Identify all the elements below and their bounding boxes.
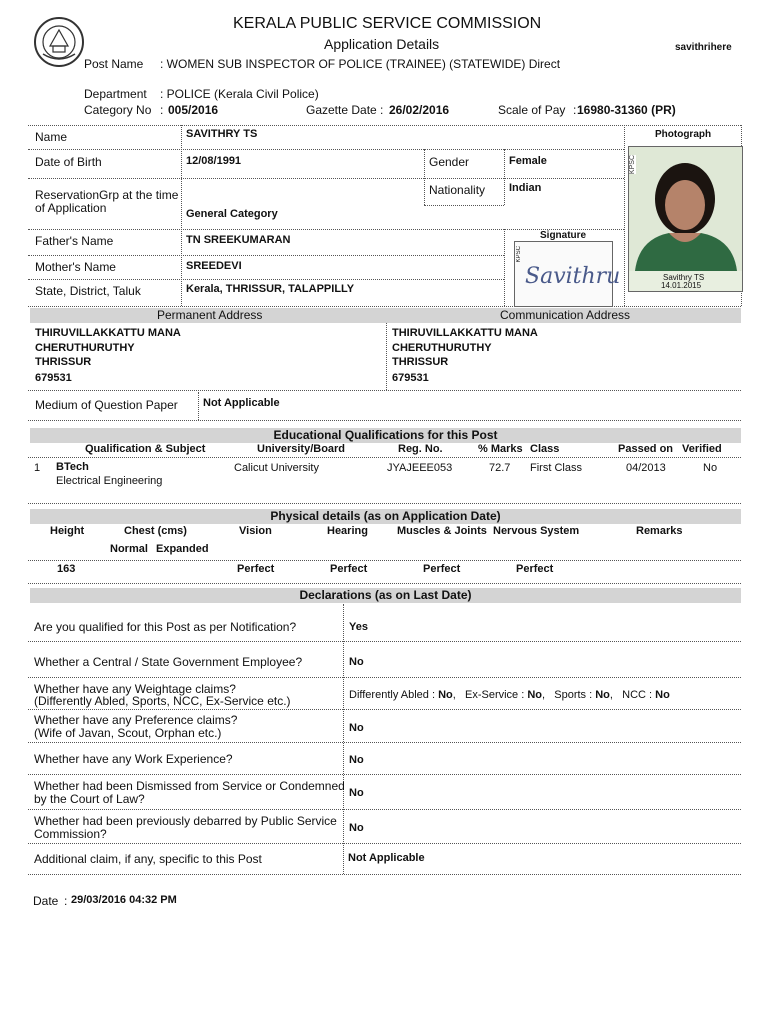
decl-question-detail: (Differently Abled, Sports, NCC, Ex-Service etc.) — [34, 694, 291, 708]
decl-question: Are you qualified for this Post as per Notification? — [34, 620, 297, 634]
decl-answer: No — [349, 754, 364, 766]
edu-header-marks: % Marks — [478, 443, 523, 455]
medium-value: Not Applicable — [203, 397, 280, 409]
divider — [504, 149, 505, 205]
edu-passed: 04/2013 — [626, 462, 666, 474]
mother-value: SREEDEVI — [186, 260, 242, 272]
education-band — [30, 428, 741, 443]
declarations-band — [30, 588, 741, 603]
applicant-photo — [628, 146, 743, 292]
signature-label: Signature — [540, 230, 587, 241]
divider — [28, 306, 741, 307]
date-sep: : — [64, 894, 68, 908]
decl-answer: No — [349, 822, 364, 834]
divider — [28, 677, 741, 678]
divider — [28, 774, 741, 775]
decl-question: Whether had been Dismissed from Service or Condemned — [34, 779, 345, 793]
reservation-label-2: of Application — [35, 201, 107, 215]
phys-header-chest: Chest (cms) — [124, 525, 187, 537]
divider — [28, 560, 741, 561]
state-label: State, District, Taluk — [35, 284, 141, 298]
edu-reg: JYAJEEE053 — [387, 462, 453, 474]
phys-header-nervous: Nervous System — [493, 525, 580, 537]
phys-header-hearing: Hearing — [327, 525, 368, 537]
address-band — [30, 308, 741, 323]
username: savithrihere — [675, 42, 732, 53]
edu-univ: Calicut University — [234, 462, 319, 474]
perm-address-title: Permanent Address — [157, 308, 263, 322]
category-sep: : — [160, 103, 164, 117]
phys-chest-expanded: Expanded — [156, 543, 209, 555]
nationality-label: Nationality — [429, 183, 486, 197]
signature-box — [514, 241, 621, 307]
dob-value: 12/08/1991 — [186, 155, 242, 167]
gender-label: Gender — [429, 155, 470, 169]
edu-subject: Electrical Engineering — [56, 475, 163, 487]
divider — [424, 149, 425, 205]
father-value: TN SREEKUMARAN — [186, 234, 291, 246]
phys-nervous-value: Perfect — [516, 563, 554, 575]
medium-label: Medium of Question Paper — [35, 398, 178, 412]
decl-question: Whether have any Preference claims? — [34, 713, 238, 727]
divider — [28, 125, 741, 126]
divider — [28, 178, 624, 179]
post-value: : WOMEN SUB INSPECTOR OF POLICE (TRAINEE) (STATEWIDE) Direct — [160, 57, 561, 71]
post-label: Post Name — [84, 57, 144, 71]
divider — [28, 457, 741, 458]
divider — [28, 709, 741, 710]
gazette-label: Gazette Date — [306, 103, 377, 117]
edu-class: First Class — [530, 462, 582, 474]
gazette-value: 26/02/2016 — [389, 103, 450, 117]
divider — [28, 843, 741, 844]
phys-header-vision: Vision — [239, 525, 272, 537]
photo-stamp: KPSC — [629, 155, 636, 175]
divider — [28, 255, 504, 256]
phys-height-value: 163 — [57, 563, 76, 575]
photo-label: Photograph — [655, 129, 712, 140]
phys-header-remarks: Remarks — [636, 525, 683, 537]
nationality-value: Indian — [509, 182, 542, 194]
divider — [28, 874, 741, 875]
comm-address-title: Communication Address — [500, 308, 631, 322]
weightage-es-value: No — [527, 689, 543, 701]
decl-question: Whether have any Weightage claims? — [34, 682, 236, 696]
divider — [386, 323, 387, 390]
comm-line: 679531 — [392, 372, 429, 384]
name-label: Name — [35, 130, 68, 144]
weightage-ncc-value: No — [655, 689, 670, 701]
education-title: Educational Qualifications for this Post — [273, 428, 498, 442]
photo-caption-date: 14.01.2015 — [661, 281, 702, 290]
divider — [28, 742, 741, 743]
divider — [198, 392, 199, 420]
divider — [28, 390, 741, 391]
divider — [624, 125, 625, 306]
decl-question-detail: (Wife of Javan, Scout, Orphan etc.) — [34, 726, 222, 740]
divider — [28, 279, 504, 280]
weightage-answer: Differently Abled : No, Ex-Service : No, Sports : No, NCC : No — [349, 689, 670, 701]
divider — [28, 641, 741, 642]
divider — [424, 205, 504, 206]
weightage-sp-label: Sports : — [554, 689, 593, 701]
divider — [28, 229, 624, 230]
divider — [28, 583, 741, 584]
pay-label: Scale of Pay — [498, 103, 566, 117]
edu-marks: 72.7 — [489, 462, 511, 474]
phys-hearing-value: Perfect — [330, 563, 368, 575]
comm-line: THRISSUR — [392, 356, 449, 368]
divider — [181, 125, 182, 306]
phys-muscles-value: Perfect — [423, 563, 461, 575]
edu-verified: No — [703, 462, 718, 474]
signature-image: Savithru — [525, 264, 621, 289]
edu-header-passed: Passed on — [618, 443, 674, 455]
name-value: SAVITHRY TS — [186, 128, 258, 140]
weightage-da-label: Differently Abled : — [349, 689, 436, 701]
page-subtitle: Application Details — [324, 36, 440, 52]
edu-header-class: Class — [530, 443, 560, 455]
dob-label: Date of Birth — [35, 155, 102, 169]
divider — [343, 604, 344, 874]
weightage-es-label: Ex-Service : — [464, 689, 525, 701]
comm-line: CHERUTHURUTHY — [392, 342, 492, 354]
divider — [504, 229, 505, 306]
decl-question-detail: by the Court of Law? — [34, 792, 145, 806]
category-value: 005/2016 — [168, 103, 219, 117]
state-value: Kerala, THRISSUR, TALAPPILLY — [186, 283, 355, 295]
category-label: Category No — [84, 103, 152, 117]
divider — [28, 503, 741, 504]
decl-answer: Yes — [349, 621, 368, 633]
divider — [28, 149, 624, 150]
edu-header-reg: Reg. No. — [398, 443, 443, 455]
reservation-value: General Category — [186, 208, 278, 220]
weightage-sp-value: No — [595, 689, 610, 701]
decl-question: Whether a Central / State Government Employee? — [34, 655, 303, 669]
date-label: Date — [33, 894, 59, 908]
physical-band — [30, 509, 741, 524]
perm-line: THRISSUR — [35, 356, 92, 368]
edu-row-num: 1 — [34, 462, 41, 474]
weightage-ncc-label: NCC : — [622, 689, 653, 701]
edu-qual: BTech — [56, 461, 89, 473]
edu-header-verified: Verified — [682, 443, 722, 455]
phys-header-muscles: Muscles & Joints — [397, 525, 487, 537]
perm-line: 679531 — [35, 372, 72, 384]
divider — [28, 420, 741, 421]
phys-chest-normal: Normal — [110, 543, 148, 555]
comm-line: THIRUVILLAKKATTU MANA — [392, 327, 538, 339]
org-title: KERALA PUBLIC SERVICE COMMISSION — [233, 15, 542, 32]
pay-value: 16980-31360 (PR) — [577, 103, 676, 117]
perm-line: THIRUVILLAKKATTU MANA — [35, 327, 181, 339]
phys-vision-value: Perfect — [237, 563, 275, 575]
dept-value: : POLICE (Kerala Civil Police) — [160, 87, 319, 101]
gazette-sep: : — [380, 103, 384, 117]
physical-title: Physical details (as on Application Date) — [270, 509, 501, 523]
divider — [28, 809, 741, 810]
sig-stamp: KPSC — [516, 246, 522, 263]
edu-header-qual: Qualification & Subject — [85, 443, 206, 455]
weightage-da-value: No — [438, 689, 453, 701]
decl-answer: No — [349, 787, 364, 799]
father-label: Father's Name — [35, 234, 114, 248]
pay-sep: : — [573, 103, 577, 117]
declarations-title: Declarations (as on Last Date) — [299, 588, 472, 602]
perm-line: CHERUTHURUTHY — [35, 342, 135, 354]
decl-question: Additional claim, if any, specific to this Post — [34, 852, 262, 866]
decl-question: Whether have any Work Experience? — [34, 752, 233, 766]
photo-caption: Savithry TS — [663, 273, 705, 282]
kpsc-logo — [33, 16, 85, 68]
dept-label: Department — [84, 87, 147, 101]
decl-answer: No — [349, 722, 364, 734]
edu-header-univ: University/Board — [257, 443, 346, 455]
decl-question-detail: Commission? — [34, 827, 107, 841]
gender-value: Female — [509, 155, 547, 167]
reservation-label: ReservationGrp at the time — [35, 188, 179, 202]
phys-header-height: Height — [50, 525, 85, 537]
date-value: 29/03/2016 04:32 PM — [71, 894, 177, 906]
decl-answer: Not Applicable — [348, 852, 425, 864]
decl-question: Whether had been previously debarred by Public Service — [34, 814, 337, 828]
decl-answer: No — [349, 656, 364, 668]
mother-label: Mother's Name — [35, 260, 116, 274]
